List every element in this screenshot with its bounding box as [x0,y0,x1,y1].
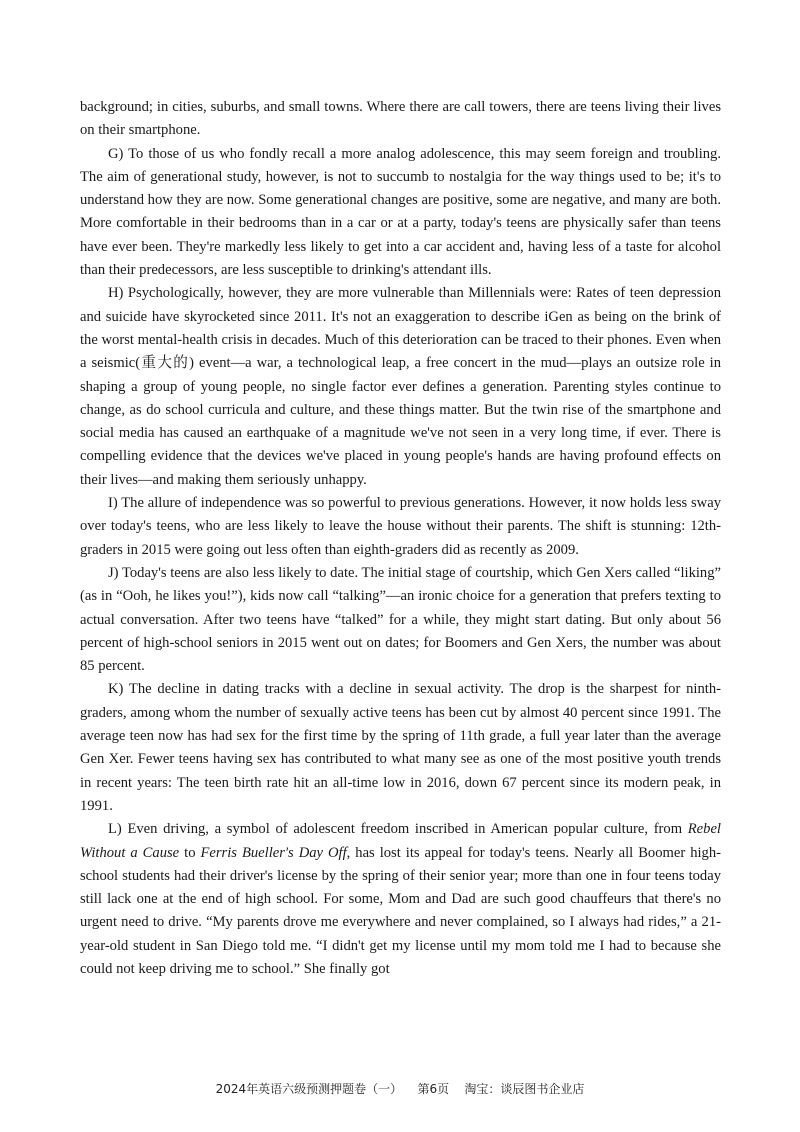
footer-shop: 淘宝：谈辰图书企业店 [464,1082,585,1096]
footer-exam-title: 2024年英语六级预测押题卷（一） [215,1082,403,1096]
paragraph-l-mid: to [179,844,201,861]
paragraph-h: H) Psychologically, however, they are more vulnerable than Millennials were: Rates of teen depression and suicide have skyrocketed since 2011. It's not an exaggeration to describe iGen as being on the brink of the worst mental-health crisis in decades. Much of this deterioration can be traced to their phones. Even when a seismic(重大的) event—a war, a technological leap, a free concert in the mud—plays an outsize role in shaping a group of young people, no single factor ever defines a generation. Parenting styles continue to change, as do school curricula and culture, and these things matter. But the twin rise of the smartphone and social media has caused an earthquake of a magnitude we've not seen in a very long time, if ever. There is compelling evidence that the devices we've placed in young people's hands are having profound effects on their lives—and making them seriously unhappy. [80,285,721,488]
reading-passage [80,96,721,981]
paragraph-l-rest: , has lost its appeal for today's teens. Nearly all Boomer high-school students had their driver's license by the spring of their senior year; more than one in four teens today still lack one at the end of high school. For some, Mom and Dad are such good chauffeurs that there's no urgent need to drive. “My parents drove me everywhere and never complained, so I always had rides,” a 21-year-old student in San Diego told me. “I didn't get my license until my mom told me I had to because she could not keep driving me to school.” She finally got [80,844,722,977]
paragraph-g: G) To those of us who fondly recall a more analog adolescence, this may seem foreign and troubling. The aim of generational study, however, is not to succumb to nostalgia for the way things used to be; it's to understand how they are now. Some generational changes are positive, some are negative, and many are both. More comfortable in their bedrooms than in a car or at a party, today's teens are physically safer than teens have ever been. They're markedly less likely to get into a car accident and, having less of a taste for alcohol than their predecessors, are less susceptible to drinking's attendant ills. [80,145,721,279]
paragraph-l [80,818,721,981]
paragraph-i: I) The allure of independence was so powerful to previous generations. However, it now holds less sway over today's teens, who are less likely to leave the house without their parents. The shift is stunning: 12th-graders in 2015 were going out less often than eighth-graders did as recently as 2009. [80,495,721,558]
paragraph-k: K) The decline in dating tracks with a decline in sexual activity. The drop is the sharpest for ninth-graders, among whom the number of sexually active teens has been cut by almost 40 percent since 1991. The average teen now has had sex for the first time by the spring of 11th grade, a full year later than the average Gen Xer. Fewer teens having sex has contributed to what many see as one of the most positive youth trends in recent years: The teen birth rate hit an all-time low in 2016, down 67 percent since its modern peak, in 1991. [80,681,721,814]
page-footer [0,1080,800,1097]
film-title-ferris: Ferris Bueller's Day Off [200,844,347,861]
paragraph-l-lead: L) Even driving, a symbol of adolescent freedom inscribed in American popular culture, from [108,821,688,838]
paragraph-f-continued: background; in cities, suburbs, and small towns. Where there are call towers, there are teens living their lives on their smartphone. [80,99,721,139]
footer-page-number: 第6页 [417,1082,450,1096]
film-title-rebel: Rebel Without a Cause [80,821,721,861]
paragraph-j: J) Today's teens are also less likely to date. The initial stage of courtship, which Gen Xers called “liking” (as in “Ooh, he likes you!”), kids now call “talking”—an ironic choice for a generation that prefers texting to actual conversation. After two teens have “talked” for a while, they might start dating. But only about 56 percent of high-school seniors in 2015 went out on dates; for Boomers and Gen Xers, the number was about 85 percent. [80,564,721,675]
